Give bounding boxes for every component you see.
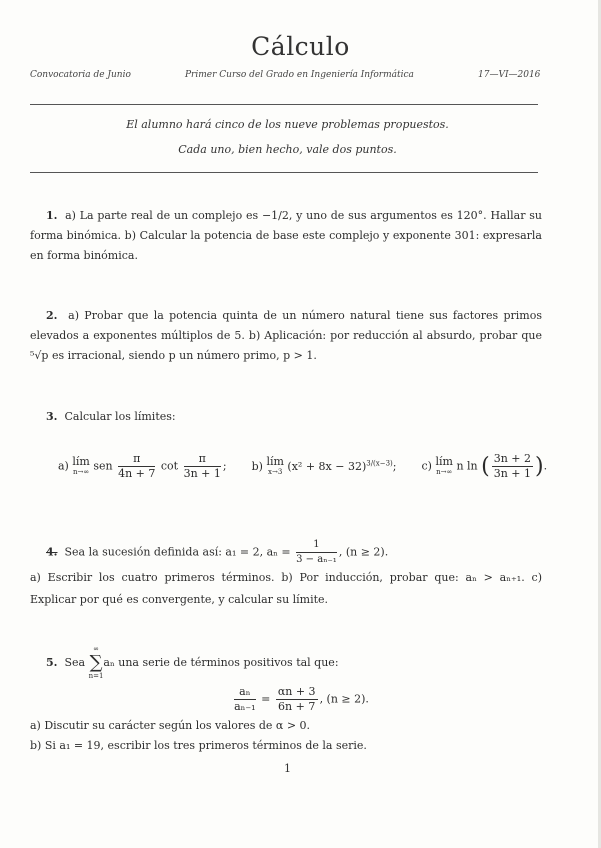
limit-c-fraction: $\frac{3n + 2}{3n + 1}$ bbox=[493, 452, 532, 480]
limit-a-operator: lím bbox=[72, 454, 90, 468]
problem-4-intro: Sea la sucesión definida así: a₁ = 2, aₙ = bbox=[64, 545, 291, 559]
problem-5-number: 5. bbox=[46, 656, 58, 669]
limit-a-fraction-1: $\frac{\pi}{4n + 7}$ bbox=[118, 452, 156, 480]
problem-4: 4. Sea la sucesión definida así: a₁ = 2, aₙ = $\frac{1}{\text{3 − aₙ₋₁}}$ , (n ≥ 2). a) Escribir los cuatro primeros términos. b) Por inducción, probar que: aₙ > aₙ₊₁. c) Explicar por qué es convergente, y calcular su límite. bbox=[30, 539, 542, 606]
problem-2-text: a) Probar que la potencia quinta de un número natural tiene sus factores primos elevados a exponentes múltiplos de 5. b) Aplicación: por reducción al absurdo, probar que ⁵√p es irracional, siendo p un número primo, p > 1. bbox=[30, 309, 543, 362]
limit-b-exponent: 3/(x−3) bbox=[366, 458, 393, 467]
convocatoria-label: Convocatoria de Junio bbox=[30, 70, 131, 80]
instruction-line-1: El alumno hará cinco de los nueve problemas propuestos. bbox=[126, 118, 449, 131]
limit-c-subscript: n→∞ bbox=[436, 467, 453, 476]
problem-5-part-b: b) Si a₁ = 19, escribir los tres primeros términos de la serie. bbox=[30, 739, 367, 752]
problem-1-number: 1. bbox=[46, 209, 58, 222]
bottom-divider bbox=[30, 172, 538, 173]
instruction-line-2: Cada uno, bien hecho, vale dos puntos. bbox=[178, 143, 397, 156]
problem-1-text: a) La parte real de un complejo es −1/2, y uno de sus argumentos es 120°. Hallar su forma binómica. b) Calcular la potencia de base este complejo y exponente 301: expresarla en forma binómica. bbox=[30, 209, 542, 262]
problem-2 bbox=[30, 306, 542, 366]
problem-5: 5. Sea ∞ ∑ n=1 aₙ una serie de términos positivos tal que: bbox=[46, 645, 339, 680]
summation: ∞ ∑ n=1 bbox=[88, 645, 104, 680]
page-title: Cálculo bbox=[251, 32, 350, 61]
limit-b-operator: lím bbox=[266, 454, 284, 468]
problem-5-part-a: a) Discutir su carácter según los valores de α > 0. bbox=[30, 719, 311, 732]
limit-a: a) lím n→∞ sen $\frac{\pi}{4n + 7}$ cot $\frac{\pi}{3n + 1}$ ; bbox=[58, 452, 227, 480]
problem-3 bbox=[30, 407, 542, 427]
limit-b-subscript: x→3 bbox=[268, 467, 283, 476]
problem-1 bbox=[30, 206, 542, 266]
problem-3-limits bbox=[58, 452, 548, 481]
problem-3-text: Calcular los límites: bbox=[64, 410, 176, 423]
limit-a-subscript: n→∞ bbox=[72, 467, 90, 476]
top-divider bbox=[30, 104, 538, 105]
limit-b: b) lím x→3 $(x^2 + 8x - 32)^{3/(x-3)}$; bbox=[251, 454, 397, 476]
exam-date: 17—VI—2016 bbox=[478, 70, 541, 80]
problem-3-number: 3. bbox=[46, 410, 58, 423]
problem-5-ratio: $\frac{\text{aₙ}}{\text{aₙ₋₁}}$ = $\frac{\alpha n + 3}{6n + 7}$ , (n ≥ 2). bbox=[234, 685, 369, 713]
limit-c: c) lím n→∞ n ln ( $\frac{3n + 2}{3n + 1}$ ). bbox=[421, 452, 548, 480]
limit-c-operator: lím bbox=[435, 454, 453, 468]
problem-4-number: 4. bbox=[46, 545, 58, 559]
course-label: Primer Curso del Grado en Ingeniería Informática bbox=[185, 70, 414, 80]
problem-4-text: a) Escribir los cuatro primeros términos. b) Por inducción, probar que: aₙ > aₙ₊₁. c) Explicar por qué es convergente, y calcular su límite. bbox=[30, 571, 542, 606]
limit-a-fraction-2: $\frac{\pi}{3n + 1}$ bbox=[183, 452, 221, 480]
page-number: 1 bbox=[284, 762, 291, 775]
problem-4-fraction: $\frac{1}{\text{3 − aₙ₋₁}}$ bbox=[296, 539, 337, 565]
problem-5-parts bbox=[30, 716, 542, 756]
problem-2-number: 2. bbox=[46, 309, 58, 322]
